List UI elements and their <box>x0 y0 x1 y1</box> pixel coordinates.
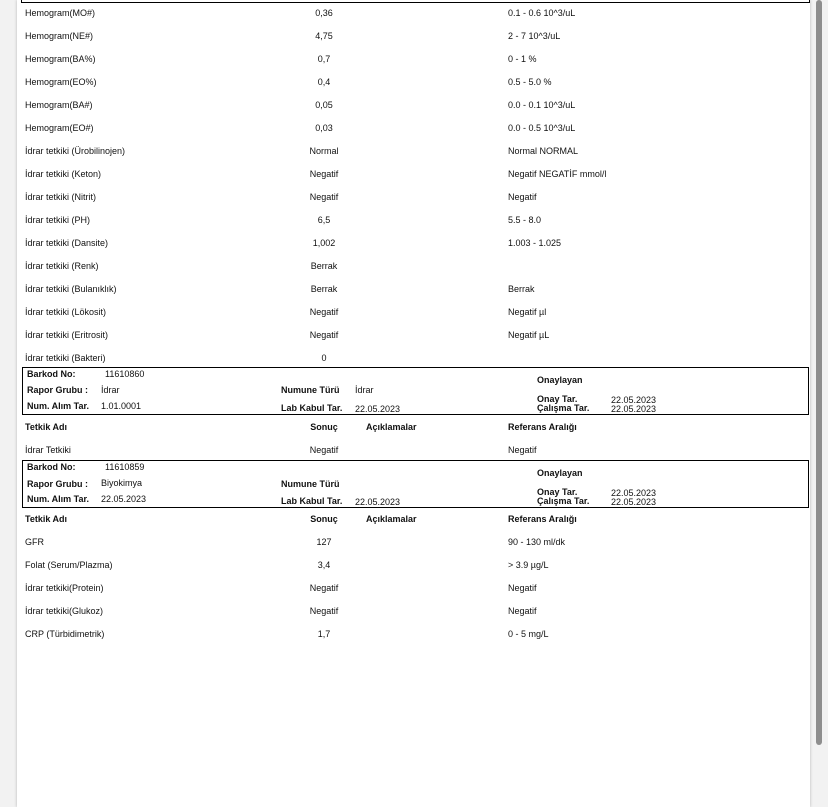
lab-accept-value: 22.05.2023 <box>355 497 401 507</box>
reference-range: Normal NORMAL <box>508 146 579 156</box>
reference-range: Negatif µl <box>508 307 547 317</box>
test-result: Negatif <box>309 583 339 593</box>
test-name: İdrar tetkiki (Lökosit) <box>25 307 107 317</box>
lab-accept-label: Lab Kabul Tar. <box>281 403 343 413</box>
work-date-label: Çalışma Tar. <box>537 403 590 413</box>
work-date-value: 22.05.2023 <box>611 404 657 414</box>
test-name: İdrar tetkiki (Bulanıklık) <box>25 284 117 294</box>
table-row <box>0 54 828 74</box>
test-result: Negatif <box>309 169 339 179</box>
sample-info-box-2 <box>22 460 809 508</box>
top-border <box>21 0 810 3</box>
reference-range: Negatif <box>508 606 537 616</box>
table-row <box>0 123 828 143</box>
test-name: Hemogram(NE#) <box>25 31 94 41</box>
reference-range: 0 - 5 mg/L <box>508 629 549 639</box>
table-row <box>0 77 828 97</box>
test-result: 127 <box>316 537 332 547</box>
test-result: 6,5 <box>317 215 331 225</box>
sample-info-box-1 <box>22 367 809 415</box>
sample-date-value: 22.05.2023 <box>101 494 147 504</box>
barcode-value: 11610860 <box>105 369 145 379</box>
sample-date-label: Num. Alım Tar. <box>27 401 90 411</box>
table-row <box>0 537 828 557</box>
approver-label: Onaylayan <box>537 468 583 478</box>
test-name: İdrar tetkiki (Dansite) <box>25 238 109 248</box>
test-name: İdrar Tetkiki <box>25 445 71 455</box>
table-row <box>0 215 828 235</box>
test-result: Berrak <box>310 261 338 271</box>
work-date-label: Çalışma Tar. <box>537 496 590 506</box>
table-row <box>0 100 828 120</box>
table-row <box>0 8 828 28</box>
reference-range: Negatif NEGATİF mmol/l <box>508 169 607 179</box>
test-result: Berrak <box>310 284 338 294</box>
reference-range: > 3.9 µg/L <box>508 560 549 570</box>
test-result: 0 <box>321 353 327 363</box>
approval-date-label: Onay Tar. <box>537 394 578 404</box>
table-row <box>0 560 828 580</box>
test-result: Negatif <box>309 307 339 317</box>
approver-label: Onaylayan <box>537 375 583 385</box>
test-result: 0,36 <box>315 8 333 18</box>
test-name: Folat (Serum/Plazma) <box>25 560 113 570</box>
sample-type-label: Numune Türü <box>281 479 340 489</box>
test-name: İdrar tetkiki (Renk) <box>25 261 99 271</box>
test-result: 4,75 <box>315 31 333 41</box>
reference-range: Negatif <box>508 192 537 202</box>
test-name: İdrar tetkiki (Keton) <box>25 169 102 179</box>
test-name: İdrar tetkiki (Ürobilinojen) <box>25 146 126 156</box>
test-result: Negatif <box>309 606 339 616</box>
test-name: İdrar tetkiki(Protein) <box>25 583 104 593</box>
test-result: Negatif <box>309 192 339 202</box>
reference-range: 0.0 - 0.1 10^3/uL <box>508 100 576 110</box>
reference-range: 0.0 - 0.5 10^3/uL <box>508 123 576 133</box>
test-result: 1,7 <box>317 629 331 639</box>
reference-range: 0 - 1 % <box>508 54 537 64</box>
test-name: İdrar tetkiki (Bakteri) <box>25 353 106 363</box>
reference-range: 0.5 - 5.0 % <box>508 77 552 87</box>
reference-range: 90 - 130 ml/dk <box>508 537 566 547</box>
sample-date-value: 1.01.0001 <box>101 401 142 411</box>
sample-date-label: Num. Alım Tar. <box>27 494 90 504</box>
lab-accept-value: 22.05.2023 <box>355 404 401 414</box>
approval-date-value: 22.05.2023 <box>611 395 657 405</box>
table-row <box>0 629 828 649</box>
test-result: Negatif <box>309 330 339 340</box>
table-row <box>0 583 828 603</box>
test-name: İdrar tetkiki(Glukoz) <box>25 606 104 616</box>
test-name: CRP (Türbidimetrik) <box>25 629 105 639</box>
reference-range: Berrak <box>508 284 535 294</box>
test-name: Hemogram(EO%) <box>25 77 97 87</box>
test-name: GFR <box>25 537 44 547</box>
report-group-label: Rapor Grubu : <box>27 385 88 395</box>
test-result: 0,4 <box>317 77 331 87</box>
reference-range: 5.5 - 8.0 <box>508 215 542 225</box>
test-name: Hemogram(BA#) <box>25 100 93 110</box>
report-group-label: Rapor Grubu : <box>27 479 88 489</box>
report-group-value: İdrar <box>101 385 120 395</box>
report-group-value: Biyokimya <box>101 478 143 488</box>
table-row <box>0 330 828 350</box>
reference-range: Negatif <box>508 445 537 455</box>
barcode-value: 11610859 <box>105 462 145 472</box>
approval-date-value: 22.05.2023 <box>611 488 657 498</box>
test-result: Negatif <box>309 445 339 455</box>
barcode-label: Barkod No: <box>27 462 76 472</box>
table-row <box>0 238 828 258</box>
test-name: İdrar tetkiki (PH) <box>25 215 91 225</box>
reference-range: 2 - 7 10^3/uL <box>508 31 561 41</box>
test-name: Hemogram(MO#) <box>25 8 96 18</box>
test-name: İdrar tetkiki (Eritrosit) <box>25 330 109 340</box>
test-name: Hemogram(EO#) <box>25 123 94 133</box>
table-row <box>0 606 828 626</box>
work-date-value: 22.05.2023 <box>611 497 657 507</box>
reference-range: 0.1 - 0.6 10^3/uL <box>508 8 576 18</box>
reference-range: 1.003 - 1.025 <box>508 238 562 248</box>
test-result: 3,4 <box>317 560 331 570</box>
test-name: Hemogram(BA%) <box>25 54 96 64</box>
barcode-label: Barkod No: <box>27 369 76 379</box>
table-row <box>0 284 828 304</box>
test-result: 1,002 <box>312 238 336 248</box>
sample-type-value: İdrar <box>355 385 374 395</box>
table-row <box>0 169 828 189</box>
table-row <box>0 146 828 166</box>
table-row <box>0 192 828 212</box>
table-row <box>0 261 828 281</box>
test-result: 0,03 <box>315 123 333 133</box>
table-row <box>0 31 828 51</box>
table-row <box>0 307 828 327</box>
reference-range: Negatif µL <box>508 330 550 340</box>
approval-date-label: Onay Tar. <box>537 487 578 497</box>
test-result: 0,7 <box>317 54 331 64</box>
test-result: 0,05 <box>315 100 333 110</box>
test-result: Normal <box>309 146 339 156</box>
reference-range: Negatif <box>508 583 537 593</box>
test-name: İdrar tetkiki (Nitrit) <box>25 192 97 202</box>
lab-accept-label: Lab Kabul Tar. <box>281 496 343 506</box>
sample-type-label: Numune Türü <box>281 385 340 395</box>
